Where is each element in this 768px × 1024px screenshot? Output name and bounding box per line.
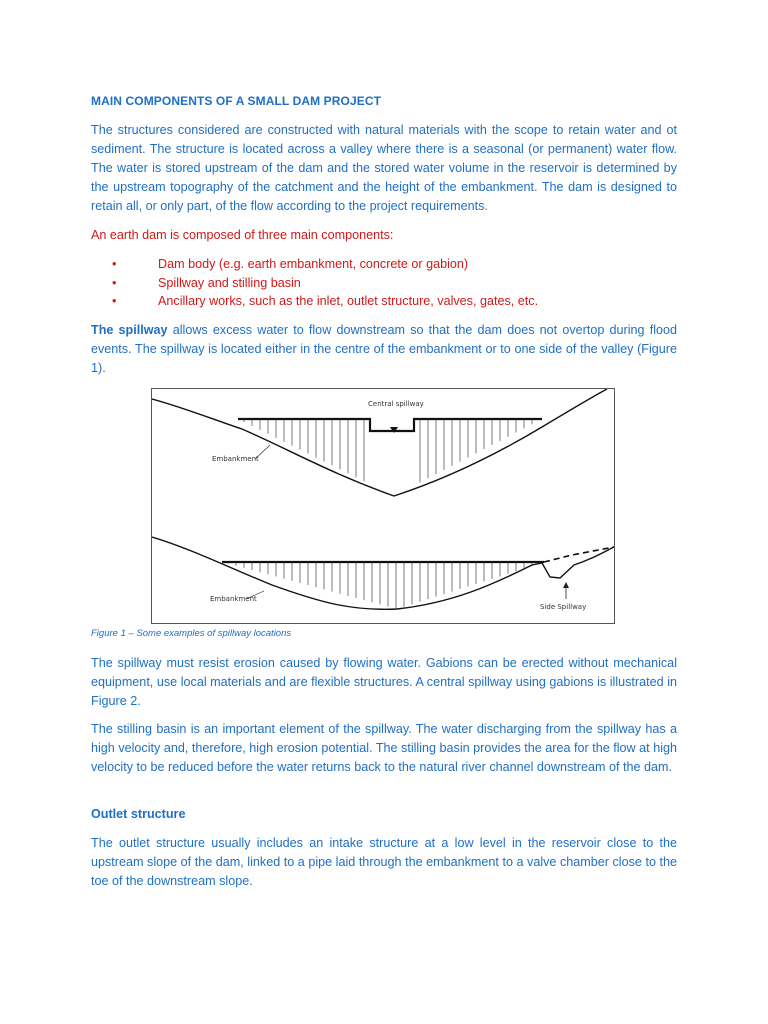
spillway-diagram: [152, 389, 614, 623]
list-item-text: Dam body (e.g. earth embankment, concrete or gabion): [158, 257, 469, 271]
label-central-spillway: Central spillway: [368, 400, 424, 408]
bullet-icon: •: [112, 257, 117, 271]
intro-paragraph: The structures considered are constructed with natural materials with the scope to retain water and ot sediment. The structure is located across a valley where there is a seasonal (or permanent) water flow. The water is stored upstream of the dam and the stored water volume in the reservoir is determined by the upstream topography of the catchment and the height of the embankment. The dam is designed to retain all, or only part, of the flow according to the project requirements.: [91, 123, 677, 213]
label-embankment-top: Embankment: [212, 455, 259, 463]
list-item-text: Spillway and stilling basin: [158, 275, 301, 290]
outlet-heading: Outlet structure: [91, 807, 186, 821]
section-heading: MAIN COMPONENTS OF A SMALL DAM PROJECT: [91, 94, 382, 108]
bullet-icon: •: [112, 275, 117, 290]
figure-spillway-locations: [151, 388, 615, 624]
components-intro: An earth dam is composed of three main components:: [91, 228, 394, 242]
figure-caption: Figure 1 – Some examples of spillway locations: [91, 628, 292, 639]
list-item-text: Ancillary works, such as the inlet, outlet structure, valves, gates, etc.: [158, 294, 539, 308]
list-item: [112, 255, 672, 274]
list-item: [112, 292, 672, 311]
outlet-paragraph: The outlet structure usually includes an intake structure at a low level in the reservoir close to the upstream slope of the dam, linked to a pipe laid through the embankment to a valve chamber close to the toe of the downstream slope.: [91, 836, 677, 888]
label-embankment-bottom: Embankment: [210, 595, 257, 603]
bullet-icon: •: [112, 294, 117, 308]
erosion-paragraph: The spillway must resist erosion caused by flowing water. Gabions can be erected without mechanical equipment, use local materials and are flexible structures. A central spillway using gabions is illustrated in Figure 2.: [91, 656, 677, 708]
spillway-term: The spillway: [91, 323, 168, 337]
spillway-paragraph: [91, 321, 677, 378]
side-spillway-crest: [544, 547, 614, 562]
label-side-spillway: Side Spillway: [540, 603, 587, 611]
components-list: [112, 255, 672, 311]
spillway-text: allows excess water to flow downstream so that the dam does not overtop during flood events. The spillway is located either in the centre of the embankment or to one side of the valley (Figure 1).: [91, 323, 677, 375]
arrow-up-icon: [563, 582, 569, 588]
embankment-crest-top-left: [238, 419, 542, 431]
list-item: [112, 274, 672, 293]
stilling-basin-paragraph: The stilling basin is an important element of the spillway. The water discharging from the spillway has a high velocity and, therefore, high erosion potential. The stilling basin provides the area for the flow at high velocity to be reduced before the water returns back to the natural river channel downstream of the dam.: [91, 722, 677, 774]
